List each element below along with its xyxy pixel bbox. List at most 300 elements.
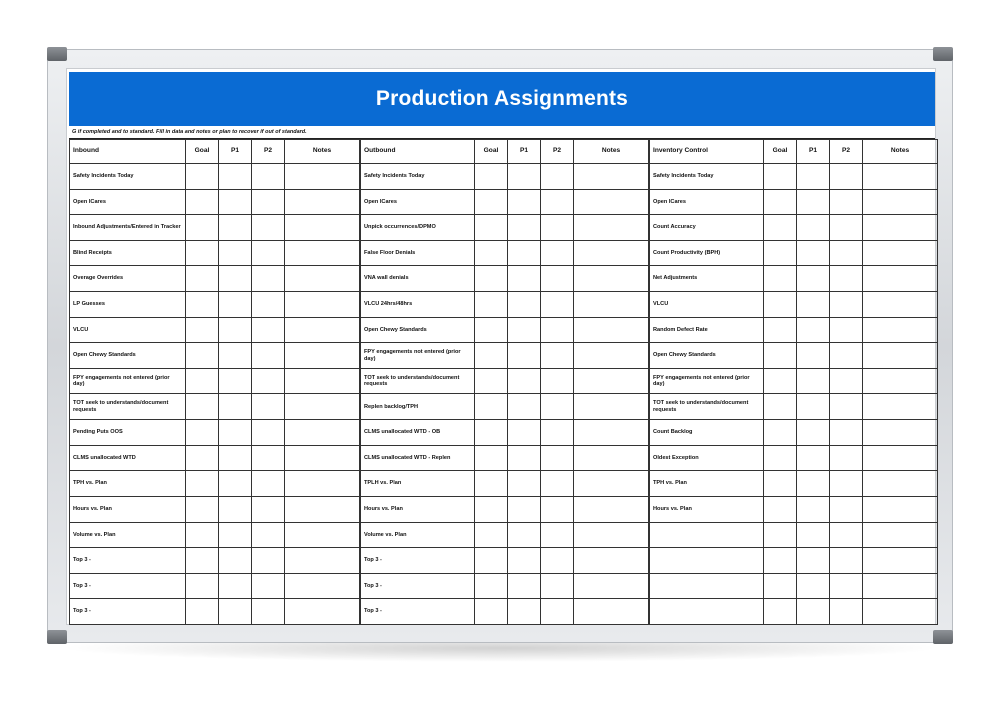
entry-cell-p2[interactable] xyxy=(830,164,863,190)
entry-cell-notes[interactable] xyxy=(574,599,649,625)
metric-label xyxy=(650,522,764,548)
metric-label: Volume vs. Plan xyxy=(361,522,475,548)
entry-cell-goal[interactable] xyxy=(764,471,797,497)
entry-cell-p1[interactable] xyxy=(508,189,541,215)
entry-cell-notes[interactable] xyxy=(285,164,360,190)
table-row xyxy=(70,573,360,599)
table-row xyxy=(650,599,938,625)
entry-cell-goal[interactable] xyxy=(475,343,508,369)
table-row xyxy=(361,599,649,625)
entry-cell-goal[interactable] xyxy=(186,548,219,574)
entry-cell-goal[interactable] xyxy=(475,599,508,625)
entry-cell-p1[interactable] xyxy=(219,215,252,241)
entry-cell-p1[interactable] xyxy=(508,573,541,599)
column-header-p2: P2 xyxy=(252,140,285,164)
entry-cell-notes[interactable] xyxy=(285,292,360,318)
metric-label: CLMS unallocated WTD - Replen xyxy=(361,445,475,471)
entry-cell-p2[interactable] xyxy=(252,420,285,446)
entry-cell-p2[interactable] xyxy=(541,215,574,241)
table-row xyxy=(650,189,938,215)
entry-cell-notes[interactable] xyxy=(285,240,360,266)
entry-cell-notes[interactable] xyxy=(863,317,938,343)
metric-label: TOT seek to understands/document requests xyxy=(361,368,475,394)
entry-cell-p2[interactable] xyxy=(252,343,285,369)
entry-cell-notes[interactable] xyxy=(285,522,360,548)
entry-cell-notes[interactable] xyxy=(285,599,360,625)
entry-cell-p2[interactable] xyxy=(830,522,863,548)
board-title: Production Assignments xyxy=(375,87,629,110)
entry-cell-goal[interactable] xyxy=(475,292,508,318)
entry-cell-notes[interactable] xyxy=(574,189,649,215)
entry-cell-goal[interactable] xyxy=(475,266,508,292)
entry-cell-notes[interactable] xyxy=(863,496,938,522)
entry-cell-notes[interactable] xyxy=(863,471,938,497)
table-row xyxy=(650,215,938,241)
entry-cell-p2[interactable] xyxy=(541,420,574,446)
column-header-goal: Goal xyxy=(475,140,508,164)
entry-cell-goal[interactable] xyxy=(764,548,797,574)
entry-cell-notes[interactable] xyxy=(574,215,649,241)
table-row xyxy=(70,292,360,318)
entry-cell-p1[interactable] xyxy=(797,317,830,343)
entry-cell-notes[interactable] xyxy=(574,522,649,548)
entry-cell-notes[interactable] xyxy=(574,343,649,369)
table-row xyxy=(361,573,649,599)
metric-label: Top 3 - xyxy=(70,599,186,625)
entry-cell-goal[interactable] xyxy=(186,215,219,241)
entry-cell-p2[interactable] xyxy=(541,599,574,625)
entry-cell-p2[interactable] xyxy=(252,292,285,318)
entry-cell-goal[interactable] xyxy=(186,266,219,292)
table-row xyxy=(650,292,938,318)
entry-cell-p2[interactable] xyxy=(252,368,285,394)
entry-cell-goal[interactable] xyxy=(475,420,508,446)
metric-label xyxy=(650,599,764,625)
entry-cell-p2[interactable] xyxy=(830,189,863,215)
entry-cell-goal[interactable] xyxy=(764,266,797,292)
whiteboard-surface xyxy=(66,68,936,625)
entry-cell-goal[interactable] xyxy=(764,394,797,420)
column-header-p2: P2 xyxy=(541,140,574,164)
entry-cell-p2[interactable] xyxy=(830,266,863,292)
entry-cell-p2[interactable] xyxy=(252,394,285,420)
entry-cell-p2[interactable] xyxy=(541,292,574,318)
entry-cell-goal[interactable] xyxy=(475,548,508,574)
entry-cell-notes[interactable] xyxy=(863,266,938,292)
entry-cell-p1[interactable] xyxy=(797,164,830,190)
entry-cell-goal[interactable] xyxy=(475,496,508,522)
metric-label: Hours vs. Plan xyxy=(361,496,475,522)
entry-cell-p2[interactable] xyxy=(541,343,574,369)
metric-label: False Floor Denials xyxy=(361,240,475,266)
frame-corner-top-left xyxy=(47,47,67,61)
section-header: Inbound xyxy=(70,140,186,164)
entry-cell-p1[interactable] xyxy=(508,471,541,497)
entry-cell-goal[interactable] xyxy=(186,292,219,318)
entry-cell-p1[interactable] xyxy=(508,522,541,548)
metric-label xyxy=(650,548,764,574)
entry-cell-p2[interactable] xyxy=(541,164,574,190)
entry-cell-notes[interactable] xyxy=(285,317,360,343)
entry-cell-goal[interactable] xyxy=(186,599,219,625)
entry-cell-p1[interactable] xyxy=(797,599,830,625)
metric-label: Random Defect Rate xyxy=(650,317,764,343)
entry-cell-p2[interactable] xyxy=(541,522,574,548)
metric-label: Safety Incidents Today xyxy=(361,164,475,190)
entry-cell-notes[interactable] xyxy=(863,522,938,548)
metric-label: Overage Overrides xyxy=(70,266,186,292)
entry-cell-goal[interactable] xyxy=(764,343,797,369)
entry-cell-p1[interactable] xyxy=(508,394,541,420)
entry-cell-notes[interactable] xyxy=(863,292,938,318)
entry-cell-p2[interactable] xyxy=(252,266,285,292)
entry-cell-p2[interactable] xyxy=(252,573,285,599)
entry-cell-p2[interactable] xyxy=(830,368,863,394)
entry-cell-p2[interactable] xyxy=(252,240,285,266)
entry-cell-p2[interactable] xyxy=(541,471,574,497)
table-row xyxy=(361,394,649,420)
entry-cell-goal[interactable] xyxy=(475,240,508,266)
metric-label: Top 3 - xyxy=(70,548,186,574)
entry-cell-p2[interactable] xyxy=(541,573,574,599)
entry-cell-notes[interactable] xyxy=(863,368,938,394)
metric-label: TPH vs. Plan xyxy=(650,471,764,497)
entry-cell-goal[interactable] xyxy=(475,471,508,497)
entry-cell-goal[interactable] xyxy=(186,496,219,522)
entry-cell-goal[interactable] xyxy=(764,496,797,522)
entry-cell-goal[interactable] xyxy=(186,189,219,215)
entry-cell-p2[interactable] xyxy=(830,548,863,574)
entry-cell-notes[interactable] xyxy=(285,445,360,471)
table-row xyxy=(650,317,938,343)
entry-cell-p2[interactable] xyxy=(252,189,285,215)
entry-cell-p1[interactable] xyxy=(219,445,252,471)
entry-cell-goal[interactable] xyxy=(764,599,797,625)
entry-cell-goal[interactable] xyxy=(764,164,797,190)
entry-cell-p2[interactable] xyxy=(830,445,863,471)
entry-cell-notes[interactable] xyxy=(863,189,938,215)
entry-cell-goal[interactable] xyxy=(475,189,508,215)
metric-label: Open Chewy Standards xyxy=(70,343,186,369)
instructions-text: G if completed and to standard. Fill in data and notes or plan to recover if out of standard. xyxy=(72,129,307,135)
table-row xyxy=(70,522,360,548)
entry-cell-p1[interactable] xyxy=(219,164,252,190)
entry-cell-notes[interactable] xyxy=(285,343,360,369)
entry-cell-p1[interactable] xyxy=(219,496,252,522)
entry-cell-notes[interactable] xyxy=(285,266,360,292)
metric-label: Count Backlog xyxy=(650,420,764,446)
metric-label: Top 3 - xyxy=(361,599,475,625)
entry-cell-p2[interactable] xyxy=(541,548,574,574)
entry-cell-p2[interactable] xyxy=(541,496,574,522)
entry-cell-goal[interactable] xyxy=(475,522,508,548)
entry-cell-goal[interactable] xyxy=(475,164,508,190)
entry-cell-notes[interactable] xyxy=(285,420,360,446)
entry-cell-p2[interactable] xyxy=(252,522,285,548)
entry-cell-goal[interactable] xyxy=(475,573,508,599)
entry-cell-p2[interactable] xyxy=(830,317,863,343)
table-row xyxy=(650,240,938,266)
entry-cell-p1[interactable] xyxy=(797,240,830,266)
entry-cell-goal[interactable] xyxy=(186,240,219,266)
entry-cell-p2[interactable] xyxy=(541,189,574,215)
entry-cell-p2[interactable] xyxy=(252,164,285,190)
entry-cell-notes[interactable] xyxy=(863,215,938,241)
entry-cell-goal[interactable] xyxy=(764,292,797,318)
entry-cell-p2[interactable] xyxy=(830,394,863,420)
entry-cell-notes[interactable] xyxy=(574,164,649,190)
table-row xyxy=(70,599,360,625)
metric-label: TPLH vs. Plan xyxy=(361,471,475,497)
entry-cell-notes[interactable] xyxy=(863,164,938,190)
table-row xyxy=(361,266,649,292)
entry-cell-notes[interactable] xyxy=(574,266,649,292)
entry-cell-p2[interactable] xyxy=(830,240,863,266)
entry-cell-goal[interactable] xyxy=(186,164,219,190)
entry-cell-p2[interactable] xyxy=(830,343,863,369)
entry-cell-notes[interactable] xyxy=(285,368,360,394)
entry-cell-p2[interactable] xyxy=(830,573,863,599)
entry-cell-p2[interactable] xyxy=(830,496,863,522)
entry-cell-p1[interactable] xyxy=(219,266,252,292)
entry-cell-p1[interactable] xyxy=(508,548,541,574)
entry-cell-notes[interactable] xyxy=(574,420,649,446)
entry-cell-p2[interactable] xyxy=(252,471,285,497)
entry-cell-notes[interactable] xyxy=(863,420,938,446)
entry-cell-p1[interactable] xyxy=(219,240,252,266)
table-row xyxy=(361,215,649,241)
entry-cell-goal[interactable] xyxy=(764,573,797,599)
entry-cell-p2[interactable] xyxy=(541,317,574,343)
entry-cell-notes[interactable] xyxy=(285,573,360,599)
metric-label xyxy=(650,573,764,599)
entry-cell-goal[interactable] xyxy=(764,445,797,471)
entry-cell-notes[interactable] xyxy=(863,240,938,266)
metric-label: TPH vs. Plan xyxy=(70,471,186,497)
column-header-notes: Notes xyxy=(285,140,360,164)
entry-cell-p1[interactable] xyxy=(797,292,830,318)
entry-cell-p2[interactable] xyxy=(252,548,285,574)
entry-cell-notes[interactable] xyxy=(574,548,649,574)
table-row xyxy=(70,368,360,394)
table-row xyxy=(361,471,649,497)
entry-cell-p1[interactable] xyxy=(797,471,830,497)
entry-cell-p2[interactable] xyxy=(830,292,863,318)
entry-cell-p1[interactable] xyxy=(219,292,252,318)
entry-cell-p1[interactable] xyxy=(797,420,830,446)
entry-cell-notes[interactable] xyxy=(574,292,649,318)
entry-cell-goal[interactable] xyxy=(475,215,508,241)
entry-cell-notes[interactable] xyxy=(574,471,649,497)
metric-label: FPY engagements not entered (prior day) xyxy=(361,343,475,369)
entry-cell-notes[interactable] xyxy=(863,445,938,471)
metric-label: Top 3 - xyxy=(361,573,475,599)
entry-cell-p1[interactable] xyxy=(508,496,541,522)
entry-cell-p1[interactable] xyxy=(508,292,541,318)
entry-cell-notes[interactable] xyxy=(574,496,649,522)
metric-label: Volume vs. Plan xyxy=(70,522,186,548)
table-row xyxy=(650,343,938,369)
entry-cell-notes[interactable] xyxy=(863,573,938,599)
table-row xyxy=(650,164,938,190)
entry-cell-p1[interactable] xyxy=(219,573,252,599)
metric-label: Open Chewy Standards xyxy=(361,317,475,343)
metric-label: Open ICares xyxy=(650,189,764,215)
entry-cell-p1[interactable] xyxy=(797,445,830,471)
entry-cell-p1[interactable] xyxy=(219,317,252,343)
entry-cell-goal[interactable] xyxy=(764,317,797,343)
entry-cell-goal[interactable] xyxy=(475,317,508,343)
entry-cell-goal[interactable] xyxy=(186,368,219,394)
entry-cell-goal[interactable] xyxy=(186,573,219,599)
metric-label: Open ICares xyxy=(70,189,186,215)
entry-cell-p1[interactable] xyxy=(797,394,830,420)
entry-cell-p1[interactable] xyxy=(797,548,830,574)
entry-cell-goal[interactable] xyxy=(475,368,508,394)
entry-cell-p2[interactable] xyxy=(252,317,285,343)
table-row xyxy=(70,240,360,266)
metric-label: Hours vs. Plan xyxy=(650,496,764,522)
entry-cell-p2[interactable] xyxy=(830,471,863,497)
table-row xyxy=(361,164,649,190)
entry-cell-notes[interactable] xyxy=(574,368,649,394)
section-table-0 xyxy=(69,139,360,625)
entry-cell-goal[interactable] xyxy=(186,343,219,369)
metric-label: Top 3 - xyxy=(70,573,186,599)
entry-cell-notes[interactable] xyxy=(863,599,938,625)
entry-cell-notes[interactable] xyxy=(574,445,649,471)
entry-cell-p1[interactable] xyxy=(219,368,252,394)
entry-cell-notes[interactable] xyxy=(863,548,938,574)
entry-cell-p1[interactable] xyxy=(797,496,830,522)
entry-cell-p1[interactable] xyxy=(508,240,541,266)
table-row xyxy=(650,420,938,446)
entry-cell-p1[interactable] xyxy=(508,317,541,343)
metric-label: Safety Incidents Today xyxy=(70,164,186,190)
entry-cell-p2[interactable] xyxy=(830,215,863,241)
entry-cell-goal[interactable] xyxy=(764,189,797,215)
entry-cell-notes[interactable] xyxy=(574,394,649,420)
entry-cell-p1[interactable] xyxy=(219,471,252,497)
entry-cell-goal[interactable] xyxy=(764,420,797,446)
entry-cell-goal[interactable] xyxy=(186,317,219,343)
entry-cell-p1[interactable] xyxy=(219,599,252,625)
metric-label: LP Guesses xyxy=(70,292,186,318)
entry-cell-notes[interactable] xyxy=(574,573,649,599)
entry-cell-p1[interactable] xyxy=(797,573,830,599)
entry-cell-notes[interactable] xyxy=(863,343,938,369)
entry-cell-goal[interactable] xyxy=(764,240,797,266)
entry-cell-goal[interactable] xyxy=(475,445,508,471)
entry-cell-p1[interactable] xyxy=(219,420,252,446)
entry-cell-goal[interactable] xyxy=(186,522,219,548)
entry-cell-p1[interactable] xyxy=(508,266,541,292)
entry-cell-p2[interactable] xyxy=(830,599,863,625)
column-header-notes: Notes xyxy=(863,140,938,164)
entry-cell-notes[interactable] xyxy=(574,317,649,343)
entry-cell-p1[interactable] xyxy=(508,445,541,471)
entry-cell-p1[interactable] xyxy=(797,522,830,548)
table-row xyxy=(361,317,649,343)
entry-cell-p1[interactable] xyxy=(219,189,252,215)
entry-cell-p1[interactable] xyxy=(797,215,830,241)
entry-cell-goal[interactable] xyxy=(764,368,797,394)
entry-cell-p2[interactable] xyxy=(252,496,285,522)
entry-cell-notes[interactable] xyxy=(285,394,360,420)
table-row xyxy=(361,548,649,574)
entry-cell-p2[interactable] xyxy=(541,445,574,471)
metric-label: Count Productivity (BPH) xyxy=(650,240,764,266)
entry-cell-p2[interactable] xyxy=(541,368,574,394)
table-row xyxy=(650,471,938,497)
entry-cell-goal[interactable] xyxy=(475,394,508,420)
table-row xyxy=(70,496,360,522)
entry-cell-p2[interactable] xyxy=(541,394,574,420)
entry-cell-notes[interactable] xyxy=(285,548,360,574)
entry-cell-p2[interactable] xyxy=(541,240,574,266)
entry-cell-p1[interactable] xyxy=(508,420,541,446)
entry-cell-p1[interactable] xyxy=(797,266,830,292)
entry-cell-p1[interactable] xyxy=(797,189,830,215)
metric-label: Blind Receipts xyxy=(70,240,186,266)
entry-cell-p1[interactable] xyxy=(219,394,252,420)
entry-cell-goal[interactable] xyxy=(186,420,219,446)
entry-cell-p1[interactable] xyxy=(508,164,541,190)
entry-cell-p1[interactable] xyxy=(508,343,541,369)
entry-cell-goal[interactable] xyxy=(764,215,797,241)
metric-label: VLCU 24hrs/48hrs xyxy=(361,292,475,318)
metric-label: Count Accuracy xyxy=(650,215,764,241)
column-header-goal: Goal xyxy=(764,140,797,164)
entry-cell-p1[interactable] xyxy=(797,343,830,369)
entry-cell-p2[interactable] xyxy=(252,599,285,625)
entry-cell-p2[interactable] xyxy=(541,266,574,292)
table-row xyxy=(70,343,360,369)
title-banner xyxy=(69,72,935,126)
entry-cell-goal[interactable] xyxy=(764,522,797,548)
metric-label: VLCU xyxy=(70,317,186,343)
table-row xyxy=(361,292,649,318)
entry-cell-notes[interactable] xyxy=(285,189,360,215)
entry-cell-p1[interactable] xyxy=(797,368,830,394)
entry-cell-goal[interactable] xyxy=(186,471,219,497)
entry-cell-p1[interactable] xyxy=(219,548,252,574)
entry-cell-p2[interactable] xyxy=(830,420,863,446)
entry-cell-goal[interactable] xyxy=(186,445,219,471)
entry-cell-p1[interactable] xyxy=(508,599,541,625)
entry-cell-p1[interactable] xyxy=(508,368,541,394)
entry-cell-p1[interactable] xyxy=(219,343,252,369)
entry-cell-notes[interactable] xyxy=(574,240,649,266)
entry-cell-notes[interactable] xyxy=(285,471,360,497)
entry-cell-notes[interactable] xyxy=(285,496,360,522)
table-row xyxy=(70,394,360,420)
metric-label: Open ICares xyxy=(361,189,475,215)
entry-cell-p1[interactable] xyxy=(508,215,541,241)
table-row xyxy=(70,164,360,190)
column-header-p1: P1 xyxy=(219,140,252,164)
entry-cell-notes[interactable] xyxy=(285,215,360,241)
entry-cell-p2[interactable] xyxy=(252,215,285,241)
table-row xyxy=(361,420,649,446)
entry-cell-p1[interactable] xyxy=(219,522,252,548)
table-row xyxy=(650,573,938,599)
table-row xyxy=(650,522,938,548)
entry-cell-p2[interactable] xyxy=(252,445,285,471)
table-row xyxy=(361,343,649,369)
entry-cell-notes[interactable] xyxy=(863,394,938,420)
entry-cell-goal[interactable] xyxy=(186,394,219,420)
